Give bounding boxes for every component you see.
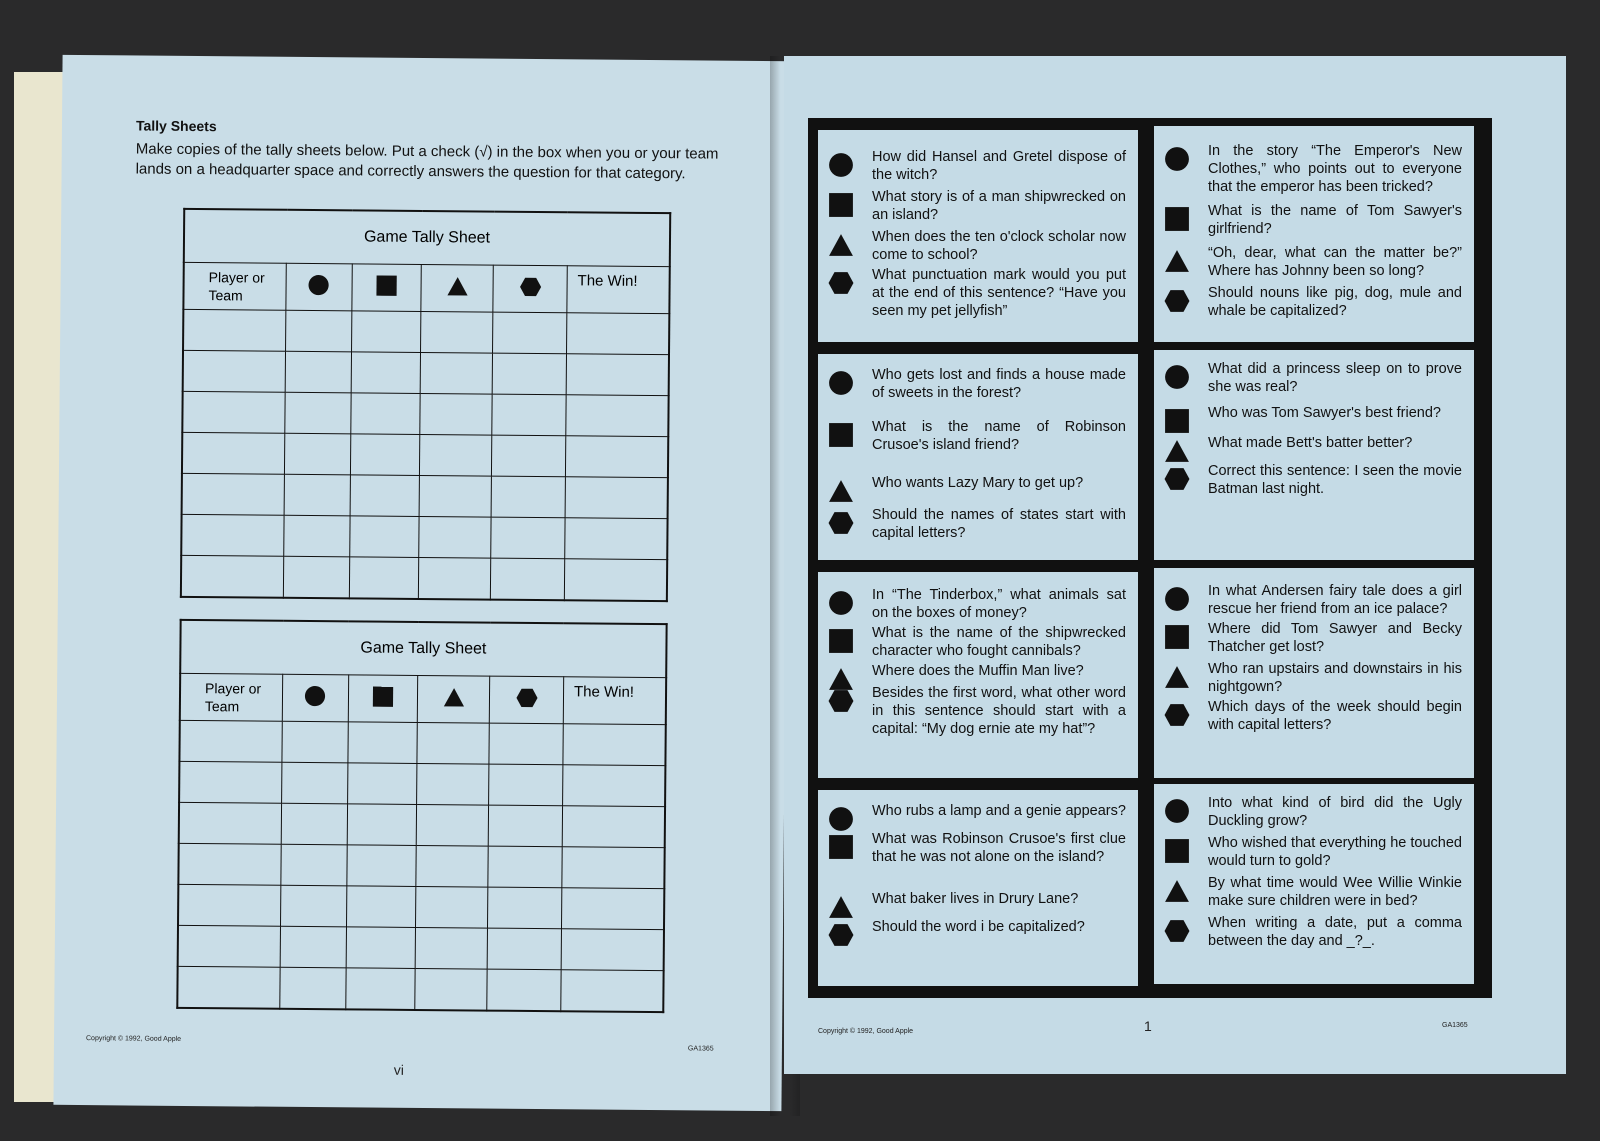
question-cards-board — [808, 118, 1492, 998]
tally-cell[interactable] — [286, 310, 352, 352]
question-item — [1164, 360, 1462, 396]
tally-title: Game Tally Sheet — [184, 209, 670, 267]
question-text: When writing a date, put a comma between the day and _?_. — [1208, 915, 1462, 949]
tally-cell[interactable] — [491, 517, 565, 559]
tally-cell[interactable] — [178, 925, 281, 967]
question-text: Which days of the week should begin with capital letters? — [1208, 699, 1462, 733]
question-item — [1164, 660, 1462, 696]
circle-icon — [828, 806, 854, 832]
tally-cell[interactable] — [415, 927, 487, 969]
tally-cell[interactable] — [280, 926, 346, 968]
tally-cell[interactable] — [182, 432, 285, 474]
tally-cell[interactable] — [417, 804, 489, 846]
page-number: 1 — [1144, 1018, 1152, 1034]
tally-cell[interactable] — [562, 847, 665, 889]
question-card — [1154, 568, 1474, 778]
category-header — [489, 676, 563, 724]
tally-cell[interactable] — [561, 888, 664, 930]
category-header — [348, 675, 418, 723]
question-text: “Oh, dear, what can the matter be?” Where has Johnny been so long? — [1208, 245, 1462, 279]
question-text: Besides the first word, what other word in this sentence should start with a capital: “My dog ernie ate my hat”? — [872, 685, 1126, 737]
copyright-text: Copyright © 1992, Good Apple — [818, 1028, 914, 1035]
tally-row — [181, 514, 667, 559]
question-item — [1164, 284, 1462, 320]
question-text: What is the name of Robinson Crusoe's island friend? — [872, 419, 1126, 453]
question-text: Who ran upstairs and downstairs in his nightgown? — [1208, 661, 1462, 695]
tally-cell[interactable] — [346, 886, 416, 928]
tally-cell[interactable] — [419, 557, 491, 599]
tally-row — [182, 432, 668, 477]
question-item — [1164, 874, 1462, 910]
question-item — [828, 148, 1126, 184]
tally-cell[interactable] — [492, 435, 566, 477]
tally-cell[interactable] — [489, 723, 563, 765]
triangle-icon — [1164, 878, 1190, 904]
left-page — [53, 55, 790, 1111]
question-item — [828, 830, 1126, 866]
square-icon — [828, 628, 854, 654]
tally-cell[interactable] — [565, 518, 668, 560]
tally-sheet-1 — [180, 208, 671, 602]
category-header — [493, 265, 567, 313]
right-page — [784, 56, 1566, 1074]
copyright-text: Copyright © 1992, Good Apple — [85, 1035, 182, 1043]
tally-cell[interactable] — [563, 724, 666, 766]
question-text: What made Bett's batter better? — [1208, 435, 1413, 451]
tally-cell[interactable] — [182, 473, 285, 515]
circle-icon — [828, 152, 854, 178]
hexagon-icon — [1164, 702, 1190, 728]
tally-cell[interactable] — [177, 966, 280, 1008]
hexagon-icon — [828, 510, 854, 536]
question-item — [828, 890, 1126, 920]
tally-cell[interactable] — [490, 558, 564, 600]
circle-icon — [1164, 146, 1190, 172]
tally-cell[interactable] — [561, 929, 664, 971]
page-heading: Tally Sheets — [135, 117, 217, 135]
question-item — [1164, 244, 1462, 280]
tally-cell[interactable] — [351, 352, 421, 394]
triangle-icon — [828, 478, 854, 504]
question-item — [1164, 914, 1462, 950]
question-item — [1164, 582, 1462, 618]
triangle-icon — [446, 275, 468, 297]
tally-cell[interactable] — [420, 434, 492, 476]
question-text: Should nouns like pig, dog, mule and whale be capitalized? — [1208, 285, 1462, 319]
hexagon-icon — [828, 688, 854, 714]
tally-cell[interactable] — [284, 515, 350, 557]
question-text: Who wants Lazy Mary to get up? — [872, 475, 1084, 491]
tally-cell[interactable] — [285, 392, 351, 434]
page-number: vi — [393, 1061, 404, 1078]
tally-row — [183, 350, 669, 395]
tally-cell[interactable] — [346, 845, 416, 887]
hexagon-icon — [1164, 918, 1190, 944]
circle-icon — [1164, 798, 1190, 824]
question-item — [1164, 202, 1462, 238]
hexagon-icon — [828, 922, 854, 948]
question-text: What story is of a man shipwrecked on an island? — [872, 189, 1126, 223]
tally-cell[interactable] — [493, 312, 567, 354]
question-item — [828, 418, 1126, 454]
triangle-icon — [443, 686, 465, 708]
question-text: What did a princess sleep on to prove she was real? — [1208, 361, 1462, 395]
category-header — [352, 264, 422, 312]
triangle-icon — [1164, 248, 1190, 274]
question-text: What is the name of the shipwrecked character who fought cannibals? — [872, 625, 1126, 659]
category-header — [418, 675, 490, 723]
tally-cell[interactable] — [416, 845, 488, 887]
question-item — [828, 506, 1126, 542]
tally-cell[interactable] — [566, 354, 669, 396]
tally-row — [177, 966, 663, 1012]
tally-row — [179, 761, 665, 806]
win-header: The Win! — [563, 677, 666, 725]
tally-row — [182, 391, 668, 436]
tally-cell[interactable] — [345, 968, 415, 1010]
team-label: Team — [204, 698, 240, 715]
question-text: Who gets lost and finds a house made of sweets in the forest? — [872, 367, 1126, 401]
circle-icon — [828, 370, 854, 396]
tally-cell[interactable] — [181, 555, 284, 597]
triangle-icon — [828, 894, 854, 920]
tally-sheet-2 — [176, 619, 667, 1013]
tally-cell[interactable] — [281, 844, 347, 886]
question-item — [828, 586, 1126, 622]
triangle-icon — [1164, 438, 1190, 464]
question-item — [1164, 620, 1462, 656]
circle-icon — [1164, 364, 1190, 390]
question-card — [818, 790, 1138, 986]
question-item — [1164, 698, 1462, 734]
tally-cell[interactable] — [179, 720, 282, 762]
tally-row — [179, 802, 665, 847]
hexagon-icon — [519, 275, 541, 297]
tally-cell[interactable] — [284, 474, 350, 516]
question-card — [1154, 350, 1474, 560]
circle-icon — [828, 590, 854, 616]
square-icon — [1164, 206, 1190, 232]
question-item — [828, 228, 1126, 264]
question-item — [1164, 794, 1462, 830]
tally-cell[interactable] — [561, 970, 664, 1012]
player-label: Player or — [205, 680, 262, 697]
tally-row — [178, 925, 664, 970]
circle-icon — [308, 273, 330, 295]
question-item — [828, 188, 1126, 224]
question-item — [1164, 404, 1462, 434]
question-card — [1154, 126, 1474, 342]
question-item — [828, 802, 1126, 832]
question-text: In what Andersen fairy tale does a girl rescue her friend from an ice palace? — [1208, 583, 1462, 617]
question-text: What was Robinson Crusoe's first clue that he was not alone on the island? — [872, 831, 1126, 865]
tally-cell[interactable] — [183, 309, 286, 351]
tally-cell[interactable] — [347, 763, 417, 805]
tally-cell[interactable] — [417, 722, 489, 764]
question-card — [818, 572, 1138, 778]
question-text: Into what kind of bird did the Ugly Duckling grow? — [1208, 795, 1462, 829]
win-header: The Win! — [567, 266, 670, 314]
tally-cell[interactable] — [487, 928, 561, 970]
tally-cell[interactable] — [349, 516, 419, 558]
tally-cell[interactable] — [280, 967, 346, 1009]
question-item — [828, 918, 1126, 948]
question-item — [1164, 462, 1462, 498]
product-code: GA1365 — [687, 1045, 714, 1053]
tally-row — [181, 555, 667, 601]
tally-cell[interactable] — [564, 559, 667, 601]
tally-cell[interactable] — [181, 514, 284, 556]
question-text: Who was Tom Sawyer's best friend? — [1208, 405, 1441, 421]
category-header — [282, 674, 348, 722]
question-item — [828, 684, 1126, 738]
tally-cell[interactable] — [417, 763, 489, 805]
tally-cell[interactable] — [419, 516, 491, 558]
tally-cell[interactable] — [566, 395, 669, 437]
question-item — [828, 366, 1126, 402]
tally-row — [182, 473, 668, 518]
hexagon-icon — [828, 270, 854, 296]
circle-icon — [1164, 586, 1190, 612]
tally-cell[interactable] — [488, 805, 562, 847]
tally-cell[interactable] — [351, 311, 421, 353]
question-item — [1164, 834, 1462, 870]
tally-cell[interactable] — [347, 804, 417, 846]
tally-cell[interactable] — [178, 884, 281, 926]
category-header — [421, 264, 493, 312]
question-text: Should the word i be capitalized? — [872, 919, 1085, 935]
question-item — [828, 474, 1126, 504]
hexagon-icon — [1164, 288, 1190, 314]
square-icon — [1164, 624, 1190, 650]
question-text: Should the names of states start with capital letters? — [872, 507, 1126, 541]
player-label: Player or — [208, 269, 265, 286]
question-text: What baker lives in Drury Lane? — [872, 891, 1079, 907]
tally-cell[interactable] — [421, 311, 493, 353]
tally-cell[interactable] — [565, 436, 668, 478]
product-code: GA1365 — [1442, 1022, 1468, 1029]
tally-cell[interactable] — [350, 434, 420, 476]
tally-cell[interactable] — [421, 352, 493, 394]
player-team-header — [180, 673, 283, 721]
question-card — [1154, 784, 1474, 984]
intro-text: Make copies of the tally sheets below. Put a check (√) in the box when you or your team lands on a headquarter space and correctly answers the question for that category. — [135, 140, 719, 183]
tally-cell[interactable] — [416, 886, 488, 928]
question-item — [1164, 434, 1462, 464]
tally-row — [179, 720, 665, 765]
team-label: Team — [208, 287, 243, 304]
tally-cell[interactable] — [488, 846, 562, 888]
square-icon — [376, 274, 398, 296]
question-text: In the story “The Emperor's New Clothes,” who points out to everyone that the emperor has been tricked? — [1208, 143, 1462, 195]
tally-cell[interactable] — [179, 802, 282, 844]
question-text: Correct this sentence: I seen the movie Batman last night. — [1208, 463, 1462, 497]
square-icon — [828, 422, 854, 448]
tally-cell[interactable] — [415, 968, 487, 1010]
question-card — [818, 354, 1138, 560]
tally-cell[interactable] — [562, 765, 665, 807]
question-text: By what time would Wee Willie Winkie make sure children were in bed? — [1208, 875, 1462, 909]
tally-cell[interactable] — [182, 391, 285, 433]
tally-row — [178, 884, 664, 929]
tally-cell[interactable] — [179, 761, 282, 803]
tally-cell[interactable] — [419, 475, 491, 517]
square-icon — [372, 685, 394, 707]
tally-title: Game Tally Sheet — [180, 620, 666, 678]
question-text: How did Hansel and Gretel dispose of the witch? — [872, 149, 1126, 183]
tally-cell[interactable] — [565, 477, 668, 519]
square-icon — [1164, 838, 1190, 864]
triangle-icon — [1164, 664, 1190, 690]
tally-cell[interactable] — [488, 887, 562, 929]
question-card — [818, 130, 1138, 342]
circle-icon — [304, 684, 326, 706]
tally-cell[interactable] — [492, 353, 566, 395]
square-icon — [828, 192, 854, 218]
tally-cell[interactable] — [183, 350, 286, 392]
tally-cell[interactable] — [489, 764, 563, 806]
tally-cell[interactable] — [492, 394, 566, 436]
tally-row — [178, 843, 664, 888]
question-text: In “The Tinderbox,” what animals sat on the boxes of money? — [872, 587, 1126, 621]
tally-cell[interactable] — [281, 803, 347, 845]
tally-cell[interactable] — [282, 762, 348, 804]
triangle-icon — [828, 232, 854, 258]
tally-cell[interactable] — [350, 393, 420, 435]
square-icon — [1164, 408, 1190, 434]
question-text: When does the ten o'clock scholar now come to school? — [872, 229, 1126, 263]
hexagon-icon — [515, 686, 537, 708]
tally-cell[interactable] — [285, 351, 351, 393]
square-icon — [828, 834, 854, 860]
hexagon-icon — [1164, 466, 1190, 492]
player-team-header — [183, 262, 286, 310]
tally-cell[interactable] — [281, 885, 347, 927]
tally-cell[interactable] — [487, 969, 561, 1011]
question-text: Where does the Muffin Man live? — [872, 663, 1084, 679]
tally-cell[interactable] — [283, 556, 349, 598]
question-item — [828, 624, 1126, 660]
question-item — [1164, 142, 1462, 196]
question-text: Where did Tom Sawyer and Becky Thatcher get lost? — [1208, 621, 1462, 655]
question-text: What punctuation mark would you put at the end of this sentence? “Have you seen my pet jellyfish” — [872, 267, 1126, 319]
tally-cell[interactable] — [420, 393, 492, 435]
tally-cell[interactable] — [284, 433, 350, 475]
question-text: Who wished that everything he touched would turn to gold? — [1208, 835, 1462, 869]
question-item — [828, 266, 1126, 320]
tally-row — [183, 309, 669, 354]
tally-cell[interactable] — [491, 476, 565, 518]
tally-cell[interactable] — [566, 313, 669, 355]
tally-cell[interactable] — [350, 475, 420, 517]
tally-cell[interactable] — [562, 806, 665, 848]
tally-cell[interactable] — [349, 557, 419, 599]
question-text: What is the name of Tom Sawyer's girlfriend? — [1208, 203, 1462, 237]
tally-cell[interactable] — [348, 722, 418, 764]
category-header — [286, 263, 352, 311]
tally-cell[interactable] — [178, 843, 281, 885]
tally-cell[interactable] — [282, 721, 348, 763]
question-text: Who rubs a lamp and a genie appears? — [872, 803, 1126, 819]
tally-cell[interactable] — [346, 927, 416, 969]
